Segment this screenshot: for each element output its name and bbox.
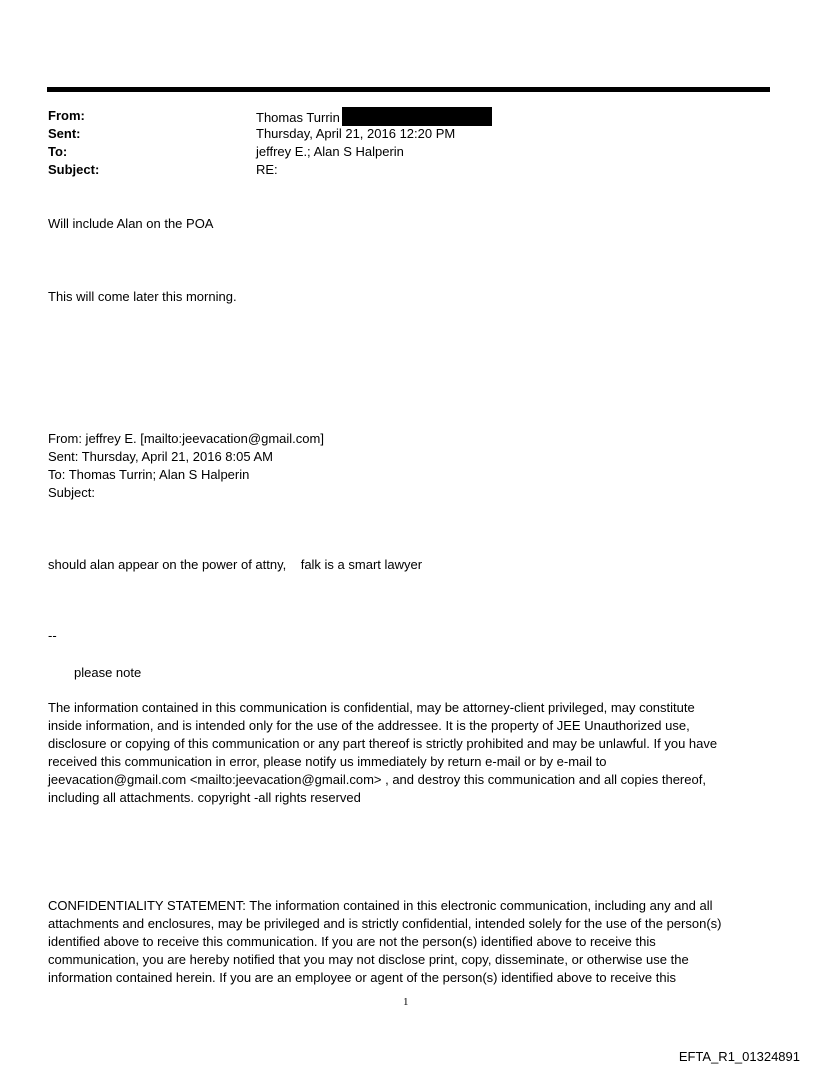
confidentiality-line: information contained herein. If you are an employee or agent of the person(s) identified above to receive this xyxy=(48,970,676,985)
quoted-message: should alan appear on the power of attny, falk is a smart lawyer xyxy=(48,557,423,572)
disclaimer-paragraph xyxy=(48,699,768,807)
disclaimer-line: disclosure or copying of this communication or any part thereof is strictly prohibited and may be unlawful. If you have xyxy=(48,736,718,751)
subject-label: Subject: xyxy=(48,162,100,177)
quoted-to: To: Thomas Turrin; Alan S Halperin xyxy=(48,467,250,482)
please-note: please note xyxy=(74,665,142,680)
confidentiality-line: communication, you are hereby notified that you may not disclose print, copy, disseminate, or otherwise use the xyxy=(48,952,689,967)
page-number: 1 xyxy=(403,996,409,1008)
sent-label: Sent: xyxy=(48,126,81,141)
confidentiality-line: attachments and enclosures, may be privileged and is strictly confidential, intended solely for the use of the person(s) xyxy=(48,916,722,931)
confidentiality-paragraph xyxy=(48,897,768,987)
from-name: Thomas Turrin xyxy=(256,110,340,125)
confidentiality-line: CONFIDENTIALITY STATEMENT: The information contained in this electronic communication, including any and all xyxy=(48,898,713,913)
subject-value: RE: xyxy=(256,162,278,177)
disclaimer-line: received this communication in error, please notify us immediately by return e-mail or by e-mail to xyxy=(48,754,607,769)
signature-dashes: -- xyxy=(48,628,57,643)
disclaimer-line: inside information, and is intended only for the use of the addressee. It is the property of JEE Unauthorized use, xyxy=(48,718,690,733)
body-line-1: Will include Alan on the POA xyxy=(48,216,214,231)
bates-number: EFTA_R1_01324891 xyxy=(678,1049,800,1064)
disclaimer-line: including all attachments. copyright -all rights reserved xyxy=(48,790,361,805)
to-label: To: xyxy=(48,144,68,159)
from-label: From: xyxy=(48,108,85,123)
disclaimer-line: jeevacation@gmail.com <mailto:jeevacation@gmail.com> , and destroy this communication and all copies thereof, xyxy=(48,772,706,787)
from-value xyxy=(256,107,492,127)
header-rule xyxy=(47,87,770,92)
disclaimer-line: The information contained in this communication is confidential, may be attorney-client privileged, may constitute xyxy=(48,700,695,715)
quoted-subject: Subject: xyxy=(48,485,95,500)
sent-value: Thursday, April 21, 2016 12:20 PM xyxy=(256,126,456,141)
confidentiality-line: identified above to receive this communication. If you are not the person(s) identified above to receive this xyxy=(48,934,656,949)
body-line-2: This will come later this morning. xyxy=(48,289,237,304)
to-value: jeffrey E.; Alan S Halperin xyxy=(256,144,404,159)
quoted-sent: Sent: Thursday, April 21, 2016 8:05 AM xyxy=(48,449,273,464)
quoted-from: From: jeffrey E. [mailto:jeevacation@gmail.com] xyxy=(48,431,324,446)
redaction-block xyxy=(342,107,492,126)
